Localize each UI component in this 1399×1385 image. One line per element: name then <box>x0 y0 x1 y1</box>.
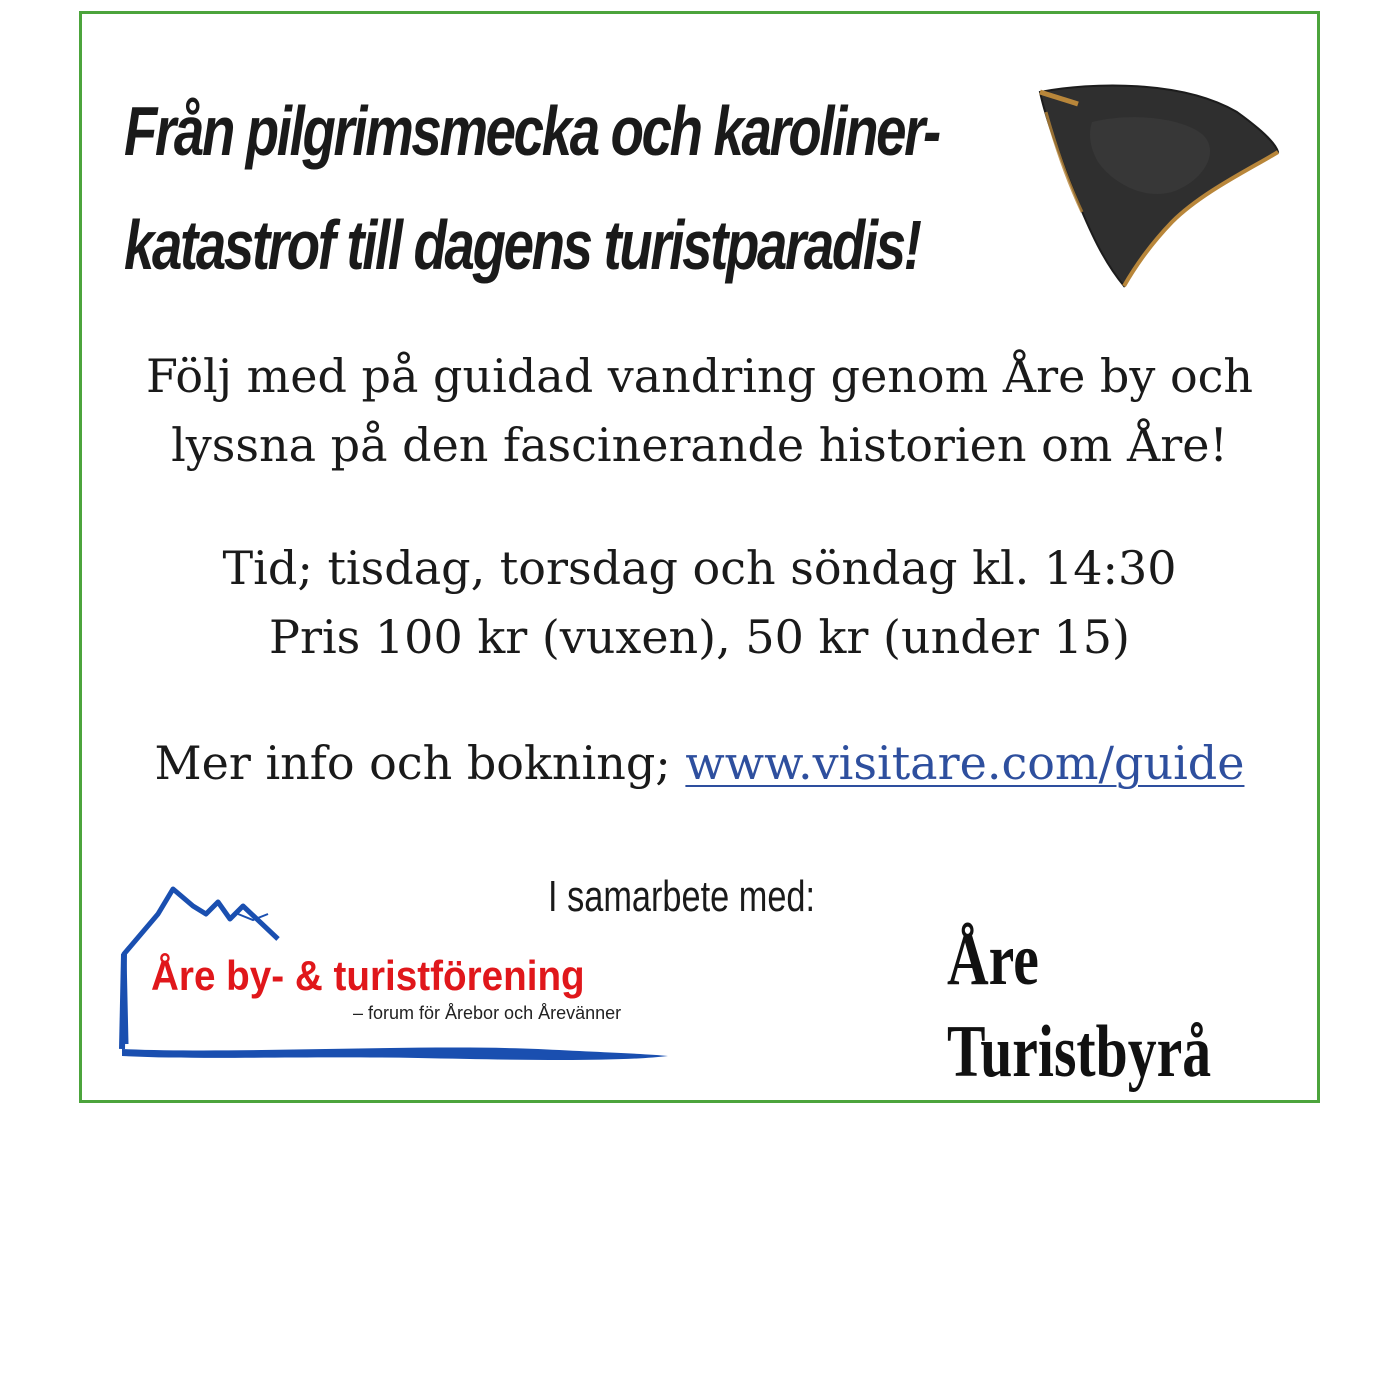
tour-price: Pris 100 kr (vuxen), 50 kr (under 15) <box>269 610 1130 664</box>
headline-line-1: Från pilgrimsmecka och karoliner- <box>124 92 939 170</box>
flyer <box>79 11 1320 1103</box>
org-name: Åre by- & turistförening <box>151 952 585 999</box>
headline-line-2: katastrof till dagens turistparadis! <box>124 206 920 284</box>
turistbyra-line-1: Åre <box>947 919 1039 1001</box>
tour-details <box>82 534 1317 672</box>
tour-time: Tid; tisdag, torsdag och söndag kl. 14:30 <box>222 541 1177 595</box>
are-by-turistforening-logo <box>118 884 678 1069</box>
partners-label: I samarbete med: <box>548 872 816 921</box>
booking-label: Mer info och bokning; <box>154 736 671 790</box>
are-turistbyra-logo <box>947 914 1211 1098</box>
intro-line-1: Följ med på guidad vandring genom Åre by och <box>145 349 1254 403</box>
booking-link[interactable]: www.visitare.com/guide <box>685 736 1245 790</box>
booking-info <box>82 729 1317 798</box>
intro-text <box>82 342 1317 480</box>
turistbyra-line-2: Turistbyrå <box>947 1011 1212 1093</box>
intro-line-2: lyssna på den fascinerande historien om Åre! <box>171 418 1228 472</box>
tricorn-hat-icon <box>1032 72 1282 292</box>
org-tagline: – forum för Årebor och Årevänner <box>353 1003 622 1023</box>
headline <box>124 74 939 302</box>
